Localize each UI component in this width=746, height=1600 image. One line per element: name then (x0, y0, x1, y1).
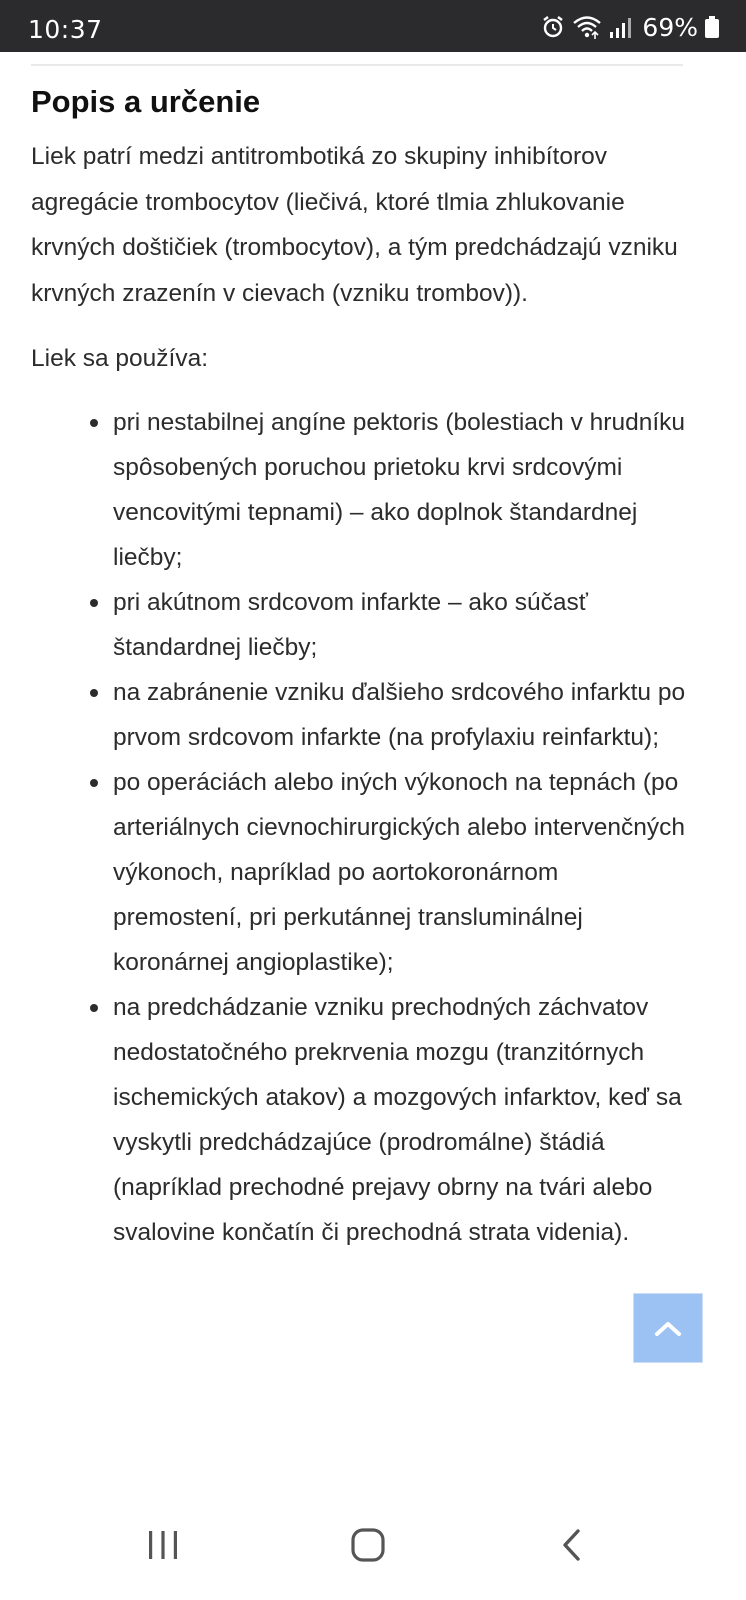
wifi-icon (572, 14, 602, 40)
status-bar (0, 0, 746, 52)
home-button[interactable] (333, 1510, 403, 1580)
section-heading: Popis a určenie (31, 84, 261, 119)
list-item (113, 985, 691, 1255)
list-item (113, 670, 691, 760)
uses-list (31, 400, 691, 1255)
uses-intro: Liek sa používa: (31, 345, 209, 372)
alarm-icon (540, 14, 566, 40)
bullet-icon (90, 689, 98, 697)
list-item (113, 400, 691, 580)
bullet-icon (90, 419, 98, 427)
list-item-text: na predchádzanie vzniku prechodných záchvatov nedostatočného prekrvenia mozgu (tranzitórnych ischemických atakov) a mozgových infarktov, keď sa vyskytli predchádzajúce (prodromálne) štádiá (napríklad prechodné prejavy obrny na tvári alebo svalovine končatín či prechodná strata videnia). (113, 993, 682, 1246)
signal-icon (608, 14, 632, 40)
article-content (31, 80, 691, 1255)
recent-apps-icon (146, 1528, 180, 1562)
list-item-text: po operáciách alebo iných výkonoch na tepnách (po arteriálnych cievnochirurgických alebo intervenčných výkonoch, napríklad po aortokoronárnom premostení, pri perkutánnej transluminálnej koronárnej angioplastike); (113, 768, 685, 976)
home-icon (350, 1527, 386, 1563)
bullet-icon (90, 779, 98, 787)
back-button[interactable] (538, 1510, 608, 1580)
top-divider (31, 64, 683, 66)
list-item (113, 760, 691, 985)
bullet-icon (90, 599, 98, 607)
list-item-text: pri akútnom srdcovom infarkte – ako súčasť štandardnej liečby; (113, 588, 588, 661)
chevron-up-icon (654, 1319, 682, 1337)
list-item-text: pri nestabilnej angíne pektoris (bolestiach v hrudníku spôsobených poruchou prietoku krvi srdcovými vencovitými tepnami) – ako doplnok štandardnej liečby; (113, 408, 686, 571)
recent-apps-button[interactable] (128, 1510, 198, 1580)
description-paragraph: Liek patrí medzi antitrombotiká zo skupiny inhibítorov agregácie trombocytov (liečivá, ktoré tlmia zhlukovanie krvných doštičiek (trombocytov), a tým predchádzajú vzniku krvných zrazenín v cievach (vzniku trombov)). (31, 143, 678, 307)
battery-icon (704, 14, 720, 40)
back-icon (558, 1527, 588, 1563)
status-time: 10:37 (28, 15, 103, 44)
scroll-to-top-button[interactable] (633, 1293, 703, 1363)
battery-percentage: 69% (642, 12, 698, 42)
bullet-icon (90, 1004, 98, 1012)
status-icons (540, 14, 720, 40)
navigation-bar (0, 1490, 746, 1600)
list-item (113, 580, 691, 670)
list-item-text: na zabránenie vzniku ďalšieho srdcového infarktu po prvom srdcovom infarkte (na profylaxiu reinfarktu); (113, 678, 686, 751)
